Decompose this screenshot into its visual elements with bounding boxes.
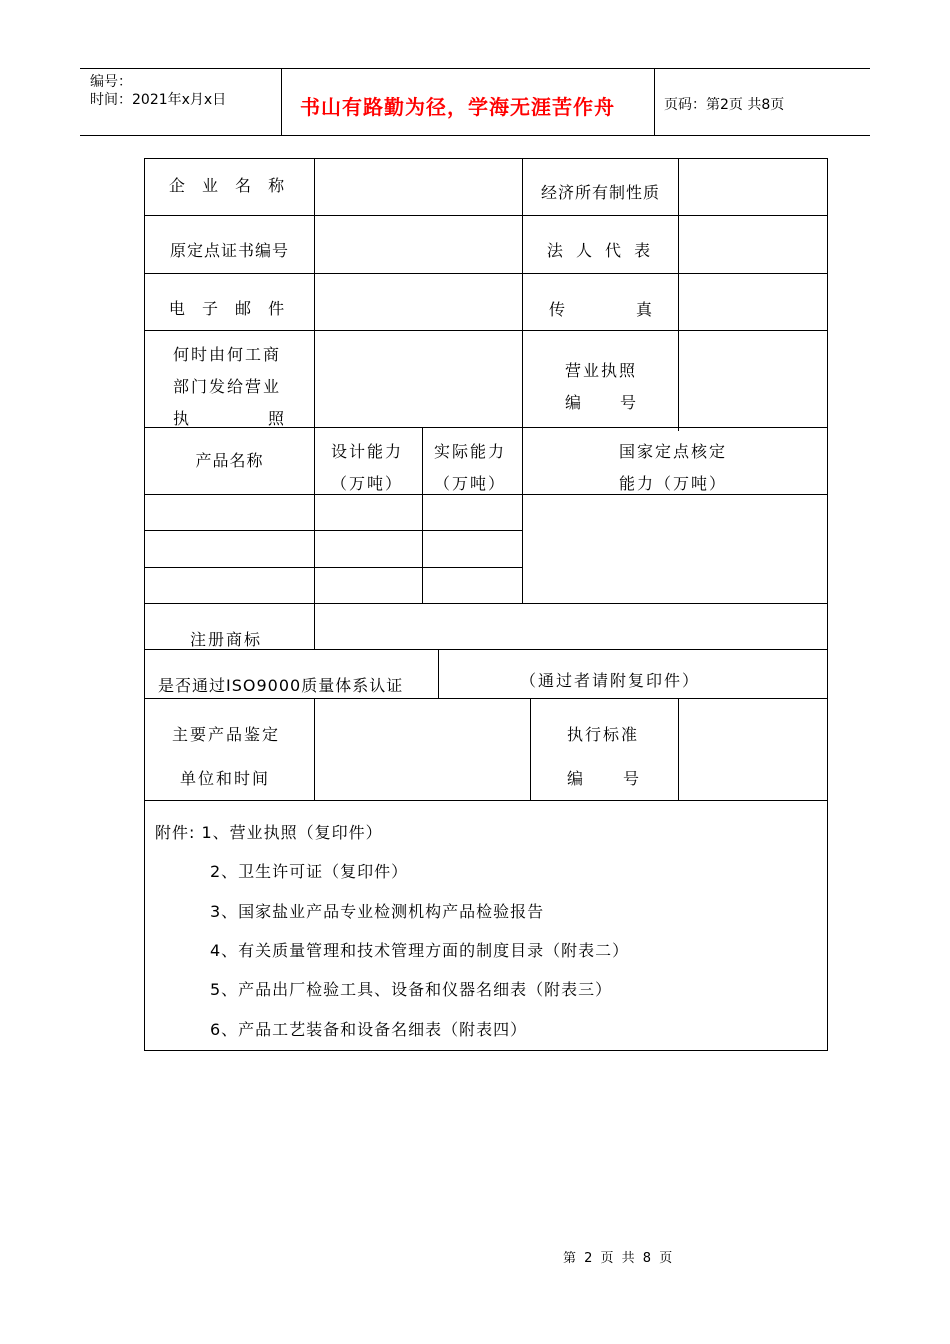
col-line [678,158,679,431]
fax-label-a: 传 [549,300,566,319]
header-bottom-rule [80,135,870,136]
issuer-line2: 部门发给营业 [173,377,282,396]
attachment-item: 5、产品出厂检验工具、设备和仪器名细表（附表三） [210,980,613,999]
attachment-item: 3、国家盐业产品专业检测机构产品检验报告 [210,902,545,921]
row-line [144,215,828,216]
actual-cap-line1: 实际能力 [434,442,507,461]
header-time-label: 时间：2021年x月x日 [90,92,227,108]
standard-line2a: 编 [567,769,584,788]
row-line [144,530,523,531]
table-border-right [827,158,828,1051]
col-line [530,698,531,801]
row-line [144,603,828,604]
col-line [678,698,679,801]
col-line [314,427,315,604]
email-label: 电 子 邮 件 [168,299,291,318]
national-cap-line1: 国家定点核定 [619,442,728,461]
issuer-line1: 何时由何工商 [173,345,282,364]
row-line [144,698,828,699]
license-no-line1: 营业执照 [565,361,638,380]
col-line [314,603,315,650]
trademark-label: 注册商标 [190,630,263,649]
iso-label: 是否通过ISO9000质量体系认证 [158,676,404,695]
footer-page-number: 第 2 页 共 8 页 [563,1251,675,1266]
standard-line2b: 号 [623,769,640,788]
table-border-top [144,158,828,159]
row-line [144,567,523,568]
attachment-item: 6、产品工艺装备和设备名细表（附表四） [210,1020,528,1039]
standard-line1: 执行标准 [567,725,640,744]
legal-rep-label: 法 人 代 表 [546,241,655,260]
appraisal-line1: 主要产品鉴定 [172,725,281,744]
header-motto: 书山有路勤为径，学海无涯苦作舟 [300,95,615,119]
ownership-label: 经济所有制性质 [540,183,660,202]
company-name-label: 企 业 名 称 [168,176,291,195]
row-line [144,494,828,495]
table-border-bottom [144,1050,828,1051]
row-line [144,800,828,801]
col-line [422,427,423,604]
header-divider-left [281,68,282,136]
attachment-item: 4、有关质量管理和技术管理方面的制度目录（附表二） [210,941,630,960]
header-top-rule [80,68,870,69]
col-line [438,649,439,699]
design-cap-line1: 设计能力 [331,442,404,461]
design-cap-line2: （万吨） [331,474,404,493]
license-no-line2a: 编 [565,393,582,412]
original-cert-label: 原定点证书编号 [169,241,289,260]
issuer-line3a: 执 [173,409,190,428]
fax-label-b: 真 [636,300,653,319]
col-line [314,158,315,431]
header-number-label: 编号： [90,74,132,90]
product-name-label: 产品名称 [195,451,264,470]
issuer-line3b: 照 [268,409,285,428]
col-line [522,427,523,604]
actual-cap-line2: （万吨） [434,474,507,493]
header-divider-right [654,68,655,136]
col-line [314,698,315,801]
license-no-line2b: 号 [620,393,637,412]
attachment-item: 2、卫生许可证（复印件） [210,862,409,881]
national-cap-line2: 能力（万吨） [619,474,728,493]
header-page-label: 页码：第2页 共8页 [664,97,785,113]
iso-note: （通过者请附复印件） [520,671,701,690]
appraisal-line2: 单位和时间 [180,769,271,788]
attachment-prefix: 附件: 1、营业执照（复印件） [155,823,383,842]
